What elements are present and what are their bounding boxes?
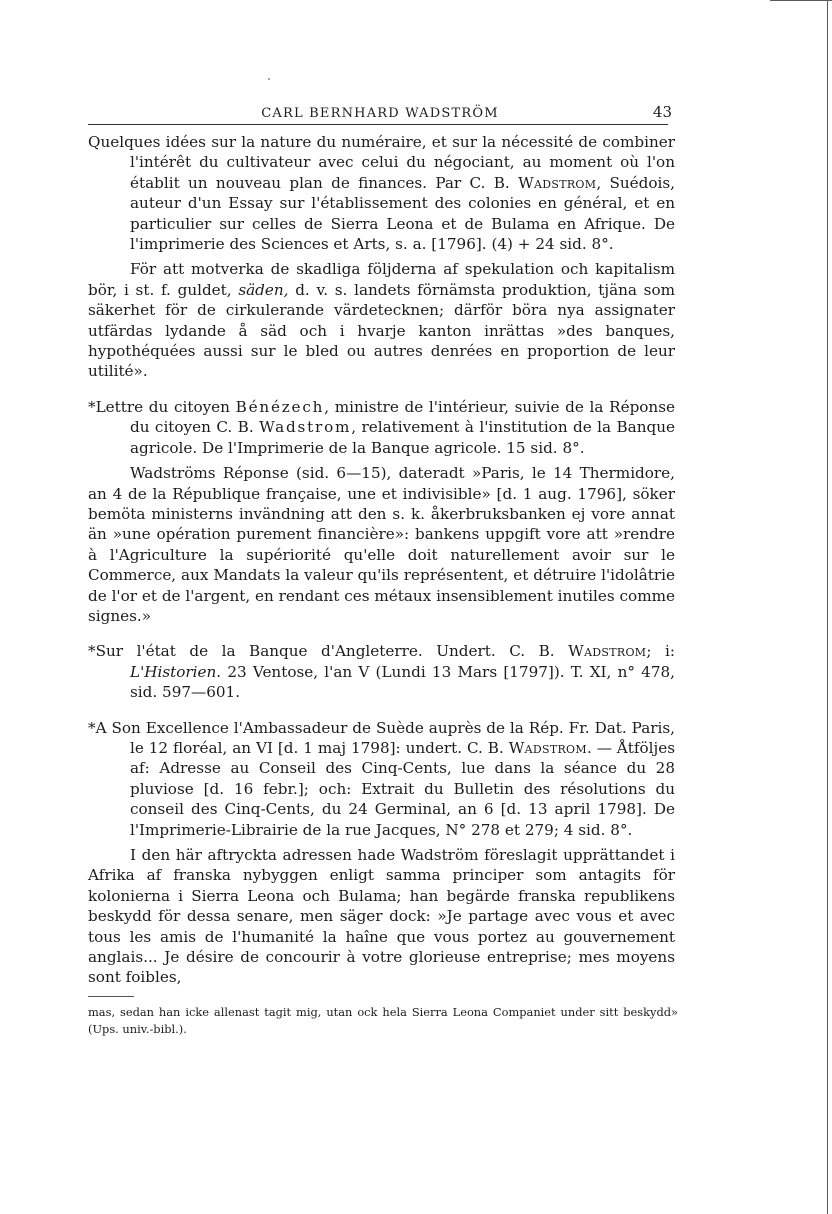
header-rule: [88, 124, 668, 125]
page-edge: [827, 0, 828, 1214]
spaced-name: Bénézech: [235, 397, 325, 416]
page-number: 43: [652, 103, 672, 121]
entry-annotation: I den här aftryckta adressen hade Wadström föreslagit upprättandet i Afrika af franska nybyggen enligt samma principer som antagits för kolonierna i Sierra Leona och Bulama; han begärde franska republikens beskydd för dessa senare, men säger dock: »Je partage avec vous et avec tous les amis de l'humanité la haîne que vous portez au gouvernement anglais... Je désire de concourir à votre glorieuse entreprise; mes moyens sont foibles,: [88, 846, 675, 987]
spaced-name: Wadstrom: [259, 418, 352, 437]
author-name: Wadstrom: [568, 642, 647, 661]
bibliography-entry-quelques-idees: Quelques idées sur la nature du numéraire, et sur la nécessité de combiner l'intérêt du cultivateur avec celui du négociant, au moment où l'on établit un nouveau plan de finances. Par C. B. Wadstrom, Suédois, auteur d'un Essay sur l'établissement des colonies en général, et en particulier sur celles de Sierra Leona et de Bulama en Afrique. De l'imprimerie des Sciences et Arts, s. a. [1796]. (4) + 24 sid. 8°.: [88, 133, 675, 254]
scan-speck: [268, 78, 270, 80]
footnote: [88, 1004, 678, 1038]
author-name: Wadstrom: [508, 738, 587, 757]
page-edge-top: [770, 0, 832, 1]
bibliography-entry-lettre-benezech: *Lettre du citoyen Bénézech, ministre de l'intérieur, suivie de la Réponse du citoyen C. B. Wadstrom, relativement à l'institution de la Banque agricole. De l'Imprimerie de la Banque agricole. 15 sid. 8°.: [88, 397, 676, 457]
bibliography-entry-ambassadeur: *A Son Excellence l'Ambassadeur de Suède auprès de la Rép. Fr. Dat. Paris, le 12 floréal, an VI [d. 1 maj 1798]: undert. C. B. Wadstrom. — Åtföljes af: Adresse au Conseil des Cinq-Cents, lue dans la séance du 28 pluviose [d. 16 febr.]; och: Extrait du Bulletin des résolutions du conseil des Cinq-Cents, du 24 Germinal, an 6 [d. 13 april 1798]. De l'Imprimerie-Librairie de la rue Jacques, N° 278 et 279; 4 sid. 8°.: [88, 718, 675, 839]
footnote-text: mas, sedan han icke allenast tagit mig, utan ock hela Sierra Leona Companiet under sitt beskydd» (Ups. univ.-bibl.).: [88, 1005, 678, 1036]
entry-annotation: För att motverka de skadliga följderna af spekulation och kapitalism bör, i st. f. guldet, säden, d. v. s. landets förnämsta produktion, tjäna som säkerhet för de cirkulerande värdetecknen; därför böra nya assignater utfärdas lydande å säd och i hvarje kanton inrättas »des banques, hypothéquées aussi sur le bled ou autres denrées en proportion de leur utilité».: [88, 260, 676, 381]
bibliography-entry-banque-angleterre: *Sur l'état de la Banque d'Angleterre. Undert. C. B. Wadstrom; i: L'Historien. 23 Ventose, l'an V (Lundi 13 Mars [1797]). T. XI, n° 478, sid. 597—601.: [88, 642, 675, 702]
author-name: Wadstrom: [518, 173, 597, 192]
running-title: CARL BERNHARD WADSTRÖM: [261, 106, 499, 121]
journal-title: L'Historien.: [130, 662, 222, 681]
page-body: [88, 132, 675, 988]
running-head: [88, 102, 672, 124]
footnote-rule: [88, 996, 134, 997]
entry-annotation: Wadströms Réponse (sid. 6—15), dateradt »Paris, le 14 Thermidore, an 4 de la République française, une et indivisible» [d. 1 aug. 1796], söker bemöta ministerns invändning att den s. k. åkerbruksbanken ej vore annat än »une opération purement financière»: bankens uppgift vore att »rendre à l'Agriculture la supériorité qu'elle doit naturellement avoir sur le Commerce, aux Mandats la valeur qu'ils représentent, et détruire l'idolâtrie de l'or et de l'argent, en rendant ces métaux insensiblement inutiles comme signes.»: [88, 464, 675, 625]
